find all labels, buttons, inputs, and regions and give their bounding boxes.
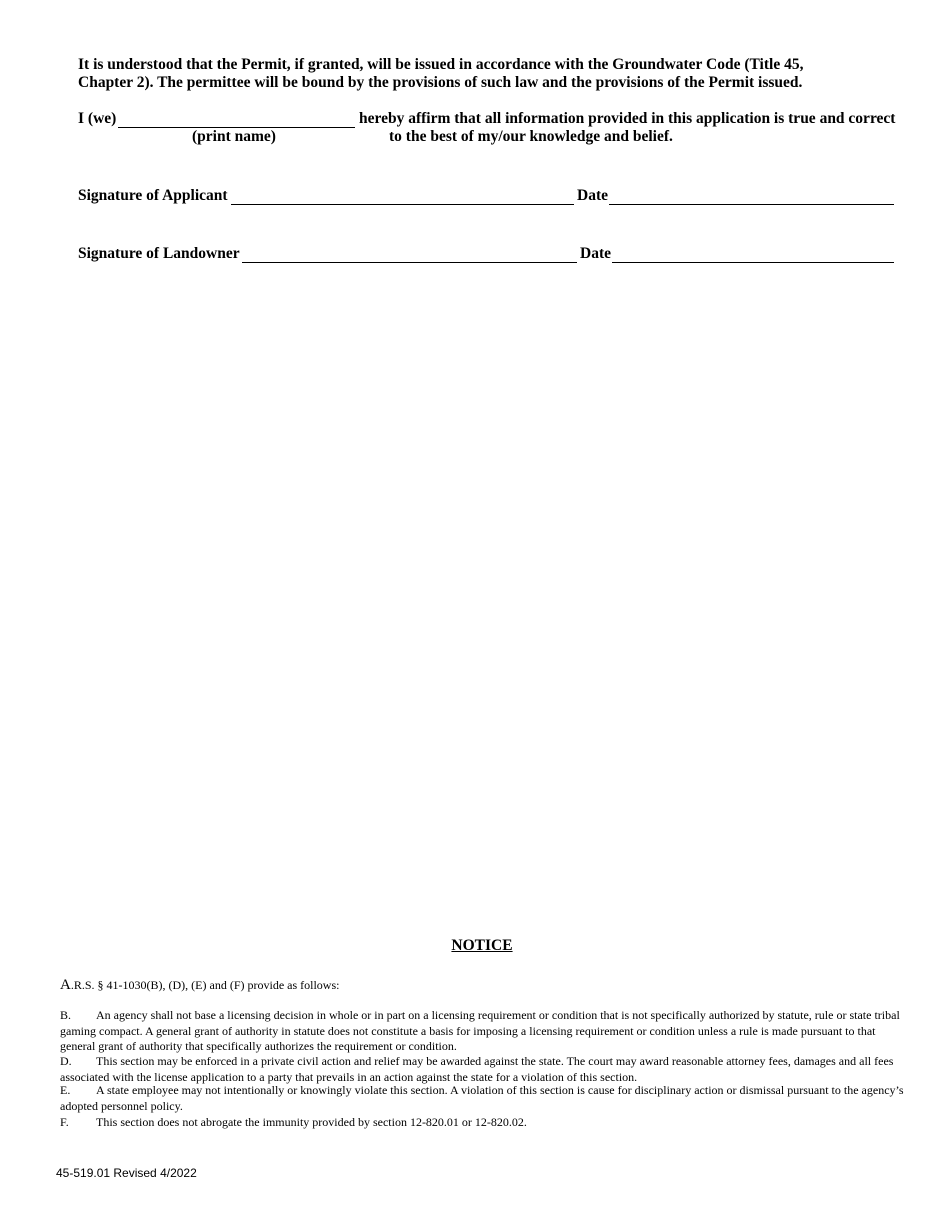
- form-number: 45-519.01 Revised 4/2022: [56, 1166, 197, 1180]
- statute-first-letter: A: [60, 977, 71, 993]
- notice-paragraph-f: [60, 1115, 906, 1131]
- landowner-signature-field[interactable]: [242, 246, 577, 263]
- notice-paragraph-e: [60, 1083, 906, 1114]
- intro-line-1: It is understood that the Permit, if granted, will be issued in accordance with the Groundwater Code (Title 45,: [78, 56, 804, 73]
- print-name-caption: (print name): [192, 128, 276, 145]
- paragraph-text: An agency shall not base a licensing decision in whole or in part on a licensing requirement or condition that is not specifically authorized by statute, rule or state tribal gaming compact. A general grant of authority in statute does not constitute a basis for imposing a licensing requirement or condition unless a rule is made pursuant to that general grant of authority that specifically authorizes the requirement or condition.: [60, 1008, 900, 1053]
- paragraph-text: This section may be enforced in a private civil action and relief may be awarded against the state. The court may award reasonable attorney fees, damages and all fees associated with the license application to a party that prevails in an action against the state for a violation of this section.: [60, 1054, 894, 1084]
- applicant-signature-field[interactable]: [231, 188, 574, 205]
- i-we-label: I (we): [78, 110, 117, 127]
- landowner-date-field[interactable]: [612, 246, 894, 263]
- paragraph-letter: F.: [60, 1115, 69, 1129]
- landowner-date-label: Date: [580, 245, 611, 262]
- intro-line-2: Chapter 2). The permittee will be bound by the provisions of such law and the provisions of the Permit issued.: [78, 74, 803, 91]
- statute-text: .R.S. § 41-1030(B), (D), (E) and (F) provide as follows:: [70, 978, 340, 992]
- intro-statement: [78, 56, 838, 92]
- print-name-field[interactable]: [118, 111, 355, 128]
- notice-paragraph-b: [60, 1008, 906, 1055]
- notice-paragraph-d: [60, 1054, 906, 1085]
- applicant-date-field[interactable]: [609, 188, 894, 205]
- paragraph-letter: D.: [60, 1054, 72, 1068]
- paragraph-letter: E.: [60, 1083, 71, 1097]
- statute-reference: [60, 977, 339, 994]
- affirm-line-2: to the best of my/our knowledge and belief.: [389, 128, 673, 145]
- applicant-signature-label: Signature of Applicant: [78, 187, 228, 204]
- affirm-line-1: hereby affirm that all information provided in this application is true and correct: [359, 110, 896, 127]
- paragraph-letter: B.: [60, 1008, 72, 1022]
- landowner-signature-label: Signature of Landowner: [78, 245, 240, 262]
- notice-title: NOTICE: [451, 937, 513, 954]
- applicant-date-label: Date: [577, 187, 608, 204]
- paragraph-text: This section does not abrogate the immunity provided by section 12-820.01 or 12-820.02.: [96, 1115, 527, 1129]
- paragraph-text: A state employee may not intentionally or knowingly violate this section. A violation of this section is cause for disciplinary action or dismissal pursuant to the agency’s adopted personnel policy.: [60, 1083, 904, 1113]
